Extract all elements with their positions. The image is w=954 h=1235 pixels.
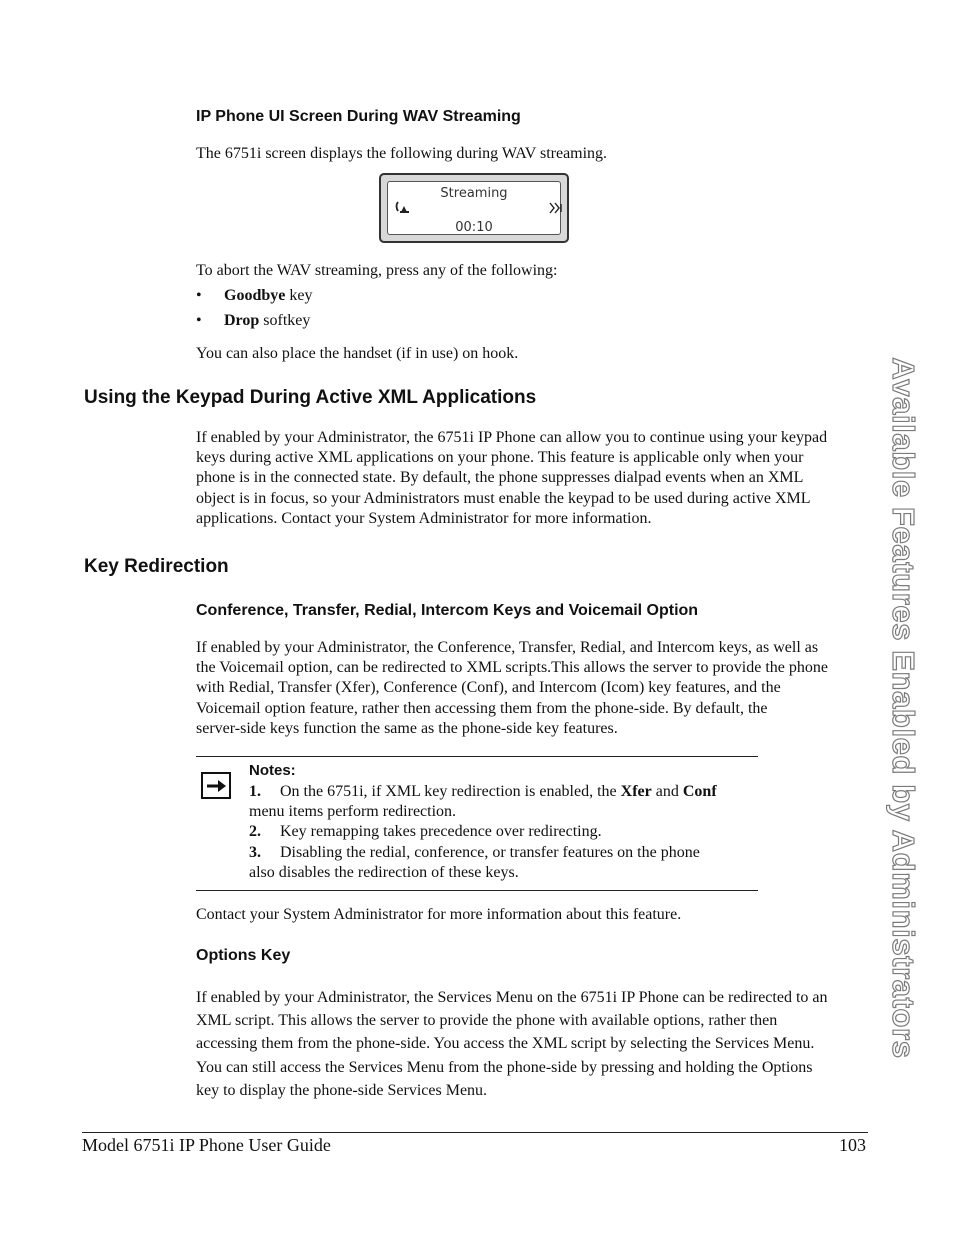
paragraph-options: If enabled by your Administrator, the Services Menu on the 6751i IP Phone can be redirected to an XML script. This allows the server to provide the phone with available options, rather then accessing them from the phone-side. You access the XML script by selecting the Services Menu. You can still access the Services Menu from the phone-side by pressing and holding the Options key to display the phone-side Services Menu. [196, 989, 828, 1099]
page-number: 103 [839, 1135, 866, 1155]
handset-icon [395, 200, 413, 214]
footer-title: Model 6751i IP Phone User Guide [82, 1135, 331, 1155]
notes-title: Notes: [249, 762, 296, 779]
note-arrow-box [201, 772, 231, 799]
phone-screen-lcd [387, 181, 561, 235]
phone-screen-line1: Streaming [440, 186, 508, 201]
paragraph-contact: Contact your System Administrator for more information about this feature. [196, 906, 682, 923]
paragraph-abort-intro: To abort the WAV streaming, press any of the following: [196, 262, 558, 279]
paragraph-keypad: If enabled by your Administrator, the 6751i IP Phone can allow you to continue using your keypad keys during active XML applications on your phone. This feature is applicable only when your phone is in the connected state. By default, the phone suppresses dialpad events when an XML object is in focus, so your Administrators must enable the keypad to be used during active XML applications. Contact your System Administrator for more information. [196, 429, 828, 527]
section-heading-options: Options Key [196, 947, 291, 964]
sidebar-chapter-title: Available Features Enabled by Administrators [886, 357, 921, 1059]
phone-screen-line2: 00:10 [455, 220, 493, 235]
bullet-bold-goodbye: Goodbye [224, 287, 286, 304]
footer-rule [82, 1132, 868, 1133]
arrow-right-icon [206, 778, 228, 794]
section-heading-keypad: Using the Keypad During Active XML Applications [84, 387, 537, 408]
phone-screen-display [379, 173, 569, 243]
section-heading-conference: Conference, Transfer, Redial, Intercom Keys and Voicemail Option [196, 602, 699, 619]
bullet-bold-drop: Drop [224, 312, 260, 329]
paragraph-handset-note: You can also place the handset (if in use) on hook. [196, 345, 519, 362]
notes-list: 1. On the 6751i, if XML key redirection is enabled, the Xfer and Conf menu items perform redirection. 2. Key remapping takes precedence over redirecting. 3. Disabling the redial, conference, or transfer features on the phone also disables the redirection of these keys. [249, 782, 769, 883]
section-heading-redirection: Key Redirection [84, 556, 229, 577]
paragraph-conference: If enabled by your Administrator, the Conference, Transfer, Redial, and Intercom keys, as well as the Voicemail option, can be redirected to XML scripts.This allows the server to provide the phone with Redial, Transfer (Xfer), Conference (Conf), and Intercom (Icom) key features, and the Voicemail option feature, rather then accessing them from the phone-side. By default, the server-side keys function the same as the phone-side key features. [196, 639, 828, 737]
notes-top-rule [196, 756, 758, 757]
note-item-1: 1. On the 6751i, if XML key redirection is enabled, the Xfer and Conf [249, 783, 717, 800]
speaker-icon [549, 202, 563, 214]
section-heading-wav: IP Phone UI Screen During WAV Streaming [196, 108, 521, 125]
note-item-2: 2. Key remapping takes precedence over redirecting. [249, 823, 602, 841]
note-item-3: 3. Disabling the redial, conference, or transfer features on the phone [249, 843, 700, 861]
notes-bottom-rule [196, 890, 758, 891]
paragraph-wav-intro: The 6751i screen displays the following during WAV streaming. [196, 145, 608, 162]
